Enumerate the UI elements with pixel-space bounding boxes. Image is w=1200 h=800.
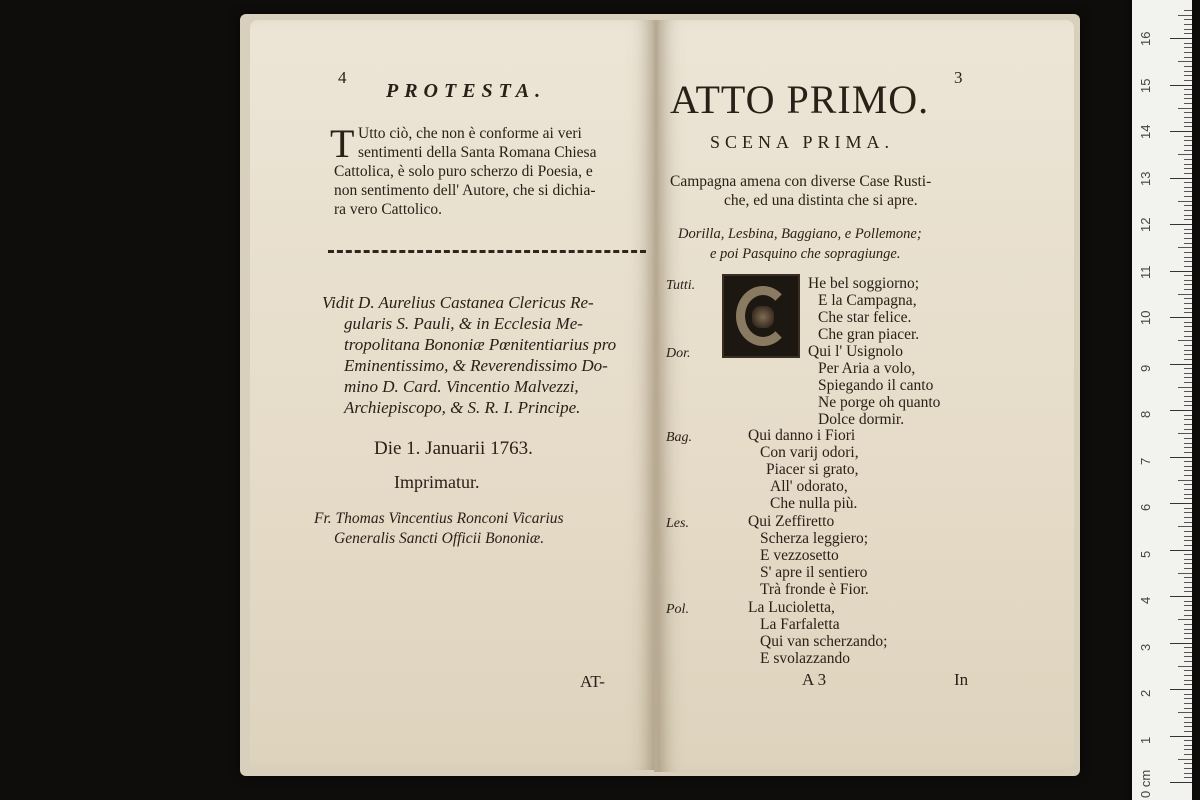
ruler-tick	[1184, 345, 1192, 346]
ruler-tick	[1184, 382, 1192, 383]
paragraph-line: Cattolica, è solo puro scherzo di Poesia, e	[334, 163, 593, 180]
ruler-tick	[1178, 480, 1192, 481]
ruler-tick	[1178, 387, 1192, 388]
ruler-tick	[1170, 503, 1192, 504]
ruler-tick	[1184, 675, 1192, 676]
ruler-tick	[1184, 219, 1192, 220]
ruler-tick	[1184, 368, 1192, 369]
ruler-tick	[1184, 587, 1192, 588]
ruler-tick	[1184, 210, 1192, 211]
ruler-tick	[1184, 257, 1192, 258]
ruler-number: 11	[1138, 265, 1153, 279]
ruler-tick	[1184, 52, 1192, 53]
ruler-tick	[1178, 247, 1192, 248]
ruler-tick	[1170, 178, 1192, 179]
ruler-tick	[1184, 391, 1192, 392]
imprimatur-word: Imprimatur.	[394, 472, 480, 492]
ruler-tick	[1170, 410, 1192, 411]
verse-line: E la Campagna,	[818, 292, 917, 309]
ruler-number: 12	[1138, 217, 1153, 232]
left-heading: PROTESTA.	[386, 80, 547, 102]
ruler-tick	[1184, 629, 1192, 630]
ruler-tick	[1184, 89, 1192, 90]
ruler-tick	[1184, 238, 1192, 239]
speaker-dorilla: Dor.	[666, 346, 691, 361]
speaker-pollemone: Pol.	[666, 602, 689, 617]
ruler-tick	[1184, 740, 1192, 741]
ruler-tick	[1184, 71, 1192, 72]
ruler-tick	[1170, 317, 1192, 318]
ruler-tick	[1184, 205, 1192, 206]
ruler-tick	[1170, 224, 1192, 225]
ruler-tick	[1170, 85, 1192, 86]
ruler-tick	[1178, 108, 1192, 109]
ruler-tick	[1184, 698, 1192, 699]
ruler-tick	[1184, 773, 1192, 774]
ruler-tick	[1178, 15, 1192, 16]
ruler-tick	[1184, 284, 1192, 285]
ruler-tick	[1170, 550, 1192, 551]
ruler-tick	[1184, 252, 1192, 253]
ruler-tick	[1170, 271, 1192, 272]
ruler-tick	[1184, 610, 1192, 611]
setting-line: Campagna amena con diverse Case Rusti-	[670, 173, 932, 190]
ruler-tick	[1184, 66, 1192, 67]
imprimatur-line: gularis S. Pauli, & in Ecclesia Me-	[344, 314, 583, 333]
ruler-tick	[1184, 749, 1192, 750]
ruler-number: 3	[1138, 643, 1153, 651]
verse-line: Che gran piacer.	[818, 326, 920, 343]
ruler-tick	[1184, 652, 1192, 653]
ruler-tick	[1184, 540, 1192, 541]
signature-line: Fr. Thomas Vincentius Ronconi Vicarius	[314, 510, 564, 527]
ruler-tick	[1178, 573, 1192, 574]
ruler-tick	[1184, 703, 1192, 704]
speaker-baggiano: Bag.	[666, 430, 693, 445]
ruler-tick	[1178, 294, 1192, 295]
ruler-tick	[1184, 470, 1192, 471]
ruler-tick	[1184, 415, 1192, 416]
ruler-tick	[1184, 243, 1192, 244]
ruler-tick	[1184, 173, 1192, 174]
ruler-tick	[1184, 568, 1192, 569]
ruler-tick	[1184, 745, 1192, 746]
ruler-tick	[1184, 661, 1192, 662]
ruler-tick	[1184, 452, 1192, 453]
scene-title: SCENA PRIMA.	[710, 132, 895, 152]
ruler-tick	[1184, 145, 1192, 146]
ruler-tick	[1184, 280, 1192, 281]
imprimatur-line: Eminentissimo, & Reverendissimo Do-	[344, 356, 608, 375]
ruler-tick	[1184, 126, 1192, 127]
ruler-tick	[1184, 508, 1192, 509]
ruler-tick	[1184, 261, 1192, 262]
verse-line: Che star felice.	[818, 309, 912, 326]
ruler-tick	[1170, 596, 1192, 597]
ruler-tick	[1170, 457, 1192, 458]
ruler-tick	[1184, 545, 1192, 546]
paragraph-line: non sentimento dell' Autore, che si dichia-	[334, 182, 596, 199]
ruler-tick	[1184, 498, 1192, 499]
ruler-number: 5	[1138, 550, 1153, 558]
ruler-number: 1	[1138, 736, 1153, 744]
divider-rule	[328, 250, 646, 257]
ruler-tick	[1184, 331, 1192, 332]
setting-line: che, ed una distinta che si apre.	[724, 192, 918, 209]
ruler-tick	[1184, 122, 1192, 123]
verse-line: Qui van scherzando;	[760, 633, 888, 650]
ruler-number: 14	[1138, 124, 1153, 139]
ruler-tick	[1184, 47, 1192, 48]
ruler-tick	[1184, 754, 1192, 755]
left-page	[250, 20, 654, 770]
verse-line: E svolazzando	[760, 650, 850, 667]
ruler-tick	[1184, 726, 1192, 727]
ruler-tick	[1184, 447, 1192, 448]
ruler-tick	[1184, 694, 1192, 695]
open-book	[240, 14, 1080, 776]
ruler-tick	[1184, 577, 1192, 578]
measuring-ruler	[1132, 0, 1192, 800]
ruler-number: 15	[1138, 78, 1153, 93]
imprimatur-line: Vidit D. Aurelius Castanea Clericus Re-	[322, 293, 594, 312]
verse-line: He bel soggiorno;	[808, 275, 920, 292]
ruler-tick	[1184, 140, 1192, 141]
ruler-tick	[1184, 489, 1192, 490]
ruler-number: 6	[1138, 503, 1153, 511]
ruler-tick	[1184, 196, 1192, 197]
ruler-tick	[1184, 466, 1192, 467]
ruler-tick	[1184, 266, 1192, 267]
ruler-tick	[1184, 484, 1192, 485]
verse-line: Con varij odori,	[760, 444, 859, 461]
paragraph-line: sentimenti della Santa Romana Chiesa	[358, 144, 597, 161]
ruler-number: 10	[1138, 310, 1153, 325]
ruler-tick	[1184, 75, 1192, 76]
ruler-number: 9	[1138, 364, 1153, 372]
verse-line: Qui danno i Fiori	[748, 427, 856, 444]
ruler-tick	[1184, 289, 1192, 290]
ruler-tick	[1184, 29, 1192, 30]
ruler-number: 7	[1138, 457, 1153, 465]
ruler-tick	[1184, 517, 1192, 518]
ruler-tick	[1184, 359, 1192, 360]
imprimatur-line: Archiepiscopo, & S. R. I. Principe.	[344, 398, 581, 417]
ruler-tick	[1170, 689, 1192, 690]
ruler-tick	[1184, 354, 1192, 355]
ruler-tick	[1184, 419, 1192, 420]
verse-line: Trà fronde è Fior.	[760, 581, 869, 598]
ruler-tick	[1184, 601, 1192, 602]
paragraph-line: ra vero Cattolico.	[334, 201, 443, 218]
ruler-tick	[1184, 624, 1192, 625]
ruler-tick	[1170, 131, 1192, 132]
ruler-tick	[1184, 57, 1192, 58]
ruler-tick	[1184, 461, 1192, 462]
characters-line: e poi Pasquino che sopragiunge.	[710, 246, 901, 262]
ruler-tick	[1184, 670, 1192, 671]
ruler-tick	[1184, 401, 1192, 402]
ruler-tick	[1184, 531, 1192, 532]
ruler-tick	[1178, 201, 1192, 202]
ruler-tick	[1184, 438, 1192, 439]
ruler-tick	[1184, 94, 1192, 95]
ruler-number: 16	[1138, 31, 1153, 46]
left-catchword: AT-	[580, 672, 605, 691]
ruler-tick	[1184, 615, 1192, 616]
ruler-tick	[1184, 373, 1192, 374]
ruler-number: 4	[1138, 596, 1153, 604]
ruler-tick	[1170, 782, 1192, 783]
ruler-tick	[1184, 443, 1192, 444]
ruler-tick	[1184, 10, 1192, 11]
ruler-number: 0 cm	[1138, 769, 1153, 798]
ruler-tick	[1184, 559, 1192, 560]
imprimatur-line: mino D. Card. Vincentio Malvezzi,	[344, 377, 579, 396]
verse-line: Qui l' Usignolo	[808, 343, 903, 360]
verse-line: Ne porge oh quanto	[818, 394, 941, 411]
ruler-tick	[1184, 680, 1192, 681]
ruler-tick	[1178, 154, 1192, 155]
ruler-tick	[1184, 536, 1192, 537]
ruler-number: 8	[1138, 410, 1153, 418]
ruler-tick	[1184, 522, 1192, 523]
ruler-tick	[1184, 494, 1192, 495]
ruler-tick	[1178, 759, 1192, 760]
ruler-tick	[1184, 336, 1192, 337]
speaker-tutti: Tutti.	[666, 278, 696, 293]
ruler-tick	[1184, 229, 1192, 230]
ruler-tick	[1184, 191, 1192, 192]
act-title: ATTO PRIMO.	[670, 77, 930, 122]
ruler-tick	[1184, 633, 1192, 634]
ruler-tick	[1184, 150, 1192, 151]
ruler-tick	[1178, 526, 1192, 527]
ruler-tick	[1184, 605, 1192, 606]
ruler-tick	[1184, 731, 1192, 732]
ruler-tick	[1178, 61, 1192, 62]
signature-mark: A 3	[802, 670, 827, 689]
ruler-number: 2	[1138, 689, 1153, 697]
ruler-tick	[1184, 377, 1192, 378]
ruler-tick	[1178, 619, 1192, 620]
ruler-tick	[1184, 554, 1192, 555]
ruler-tick	[1184, 405, 1192, 406]
verse-line: Scherza leggiero;	[760, 530, 869, 547]
imprimatur-line: tropolitana Bononiæ Pœnitentiarius pro	[344, 335, 617, 354]
ruler-tick	[1184, 215, 1192, 216]
ruler-number: 13	[1138, 171, 1153, 186]
ruler-tick	[1184, 312, 1192, 313]
ruler-tick	[1178, 666, 1192, 667]
decorated-initial	[722, 274, 800, 358]
ruler-tick	[1184, 187, 1192, 188]
ruler-tick	[1184, 164, 1192, 165]
ruler-tick	[1184, 33, 1192, 34]
ruler-tick	[1184, 647, 1192, 648]
date-line: Die 1. Januarii 1763.	[374, 438, 533, 459]
ruler-tick	[1184, 168, 1192, 169]
right-page	[658, 20, 1074, 772]
verse-line: Per Aria a volo,	[818, 360, 916, 377]
ruler-tick	[1184, 350, 1192, 351]
ruler-tick	[1184, 275, 1192, 276]
ruler-tick	[1184, 777, 1192, 778]
ruler-tick	[1184, 722, 1192, 723]
ruler-tick	[1184, 103, 1192, 104]
ruler-tick	[1184, 475, 1192, 476]
ruler-tick	[1184, 684, 1192, 685]
ruler-tick	[1184, 19, 1192, 20]
verse-line: E vezzosetto	[760, 547, 839, 564]
ruler-tick	[1184, 233, 1192, 234]
ruler-tick	[1170, 736, 1192, 737]
ruler-tick	[1184, 763, 1192, 764]
ruler-tick	[1184, 43, 1192, 44]
verse-line: Che nulla più.	[770, 495, 858, 512]
ruler-tick	[1178, 712, 1192, 713]
ruler-tick	[1184, 717, 1192, 718]
ruler-tick	[1170, 364, 1192, 365]
verse-line: La Lucioletta,	[748, 599, 835, 616]
ruler-tick	[1184, 768, 1192, 769]
verse-line: S' apre il sentiero	[760, 564, 868, 581]
ruler-tick	[1184, 298, 1192, 299]
right-catchword: In	[954, 670, 969, 689]
ruler-tick	[1184, 582, 1192, 583]
ruler-tick	[1184, 563, 1192, 564]
verse-line: La Farfaletta	[760, 616, 840, 633]
verse-line: Dolce dormir.	[818, 411, 905, 428]
ruler-tick	[1184, 512, 1192, 513]
ruler-tick	[1184, 182, 1192, 183]
ruler-tick	[1178, 340, 1192, 341]
ruler-tick	[1178, 433, 1192, 434]
ruler-tick	[1184, 159, 1192, 160]
ruler-tick	[1184, 80, 1192, 81]
ruler-tick	[1184, 396, 1192, 397]
ruler-tick	[1184, 136, 1192, 137]
ruler-tick	[1170, 643, 1192, 644]
ruler-tick	[1184, 24, 1192, 25]
verse-line: All' odorato,	[770, 478, 848, 495]
ruler-tick	[1184, 708, 1192, 709]
ruler-tick	[1184, 591, 1192, 592]
ruler-tick	[1184, 98, 1192, 99]
ruler-tick	[1184, 424, 1192, 425]
signature-line: Generalis Sancti Officii Bononiæ.	[334, 530, 545, 547]
left-page-number: 4	[338, 68, 347, 87]
characters-line: Dorilla, Lesbina, Baggiano, e Pollemone;	[678, 226, 922, 242]
verse-line: Spiegando il canto	[818, 377, 934, 394]
ruler-tick	[1184, 117, 1192, 118]
ruler-tick	[1184, 326, 1192, 327]
ruler-tick	[1184, 303, 1192, 304]
ruler-tick	[1170, 38, 1192, 39]
ruler-tick	[1184, 638, 1192, 639]
right-page-number: 3	[954, 68, 963, 87]
paragraph-line: Utto ciò, che non è conforme ai veri	[358, 125, 582, 142]
ruler-tick	[1184, 112, 1192, 113]
drop-cap: T	[330, 121, 355, 166]
ruler-tick	[1184, 322, 1192, 323]
ruler-tick	[1184, 308, 1192, 309]
ruler-tick	[1184, 656, 1192, 657]
ruler-tick	[1184, 429, 1192, 430]
speaker-lesbina: Les.	[666, 516, 689, 531]
initial-ornament	[752, 306, 774, 328]
verse-line: Qui Zeffiretto	[748, 513, 835, 530]
verse-line: Piacer si grato,	[766, 461, 859, 478]
